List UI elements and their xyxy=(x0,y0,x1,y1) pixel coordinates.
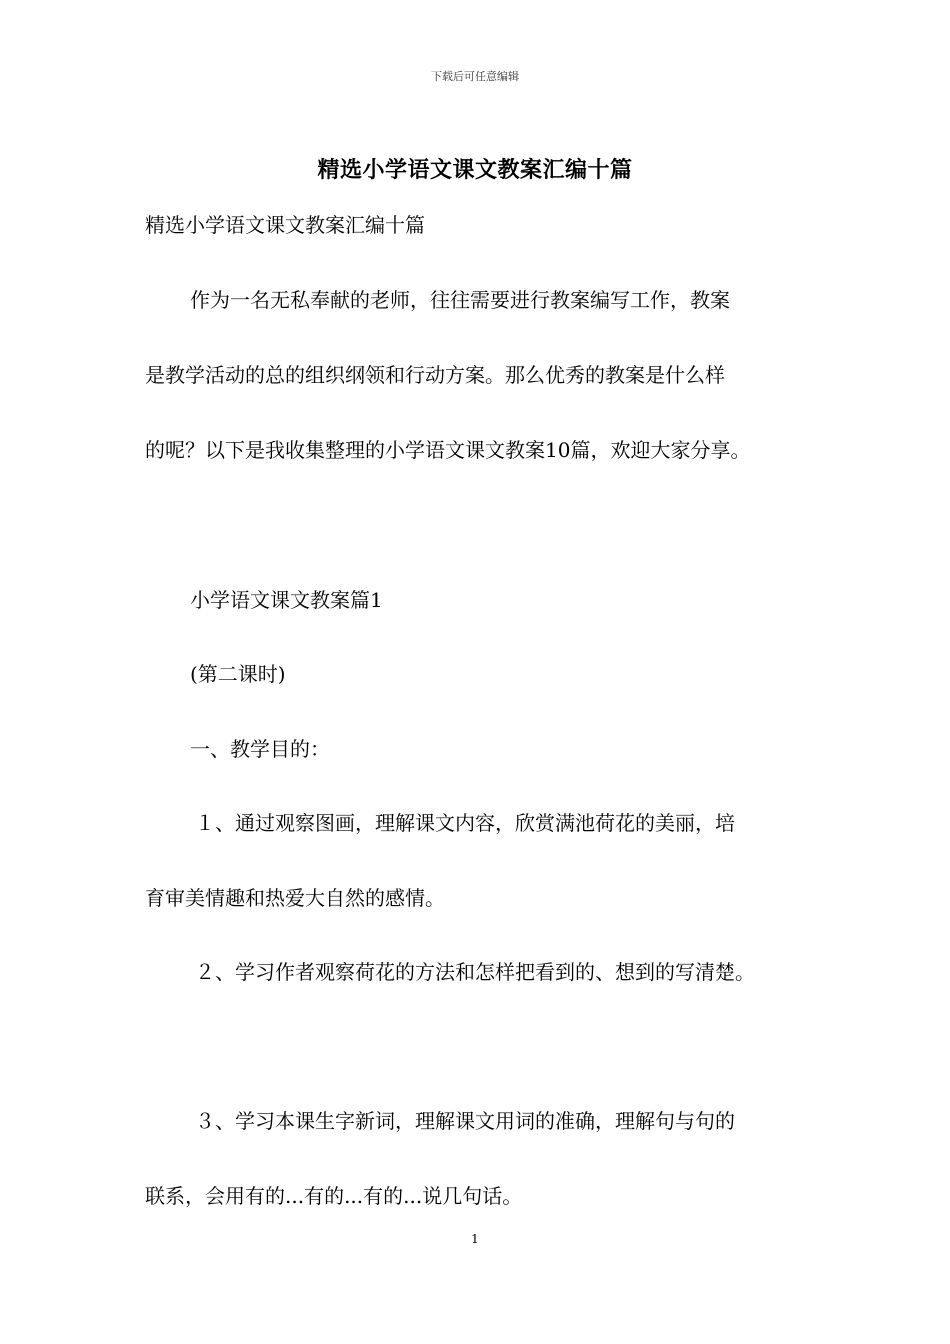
intro-line-2: 是教学活动的总的组织纲领和行动方案。那么优秀的教案是什么样 xyxy=(145,363,725,387)
document-title: 精选小学语文课文教案汇编十篇 xyxy=(317,157,633,183)
intro-line-3: 的呢？以下是我收集整理的小学语文课文教案10篇，欢迎大家分享。 xyxy=(145,438,751,462)
objective-1-line-2: 育审美情趣和热爱大自然的感情。 xyxy=(145,886,445,910)
lesson-time: (第二课时) xyxy=(190,662,286,686)
objective-3-line-1: ３、学习本课生字新词，理解课文用词的准确，理解句与句的 xyxy=(195,1109,735,1133)
section-heading: 小学语文课文教案篇1 xyxy=(190,588,383,612)
objectives-heading: 一、教学目的： xyxy=(190,737,330,761)
objective-2: ２、学习作者观察荷花的方法和怎样把看到的、想到的写清楚。 xyxy=(195,960,755,984)
page-number: 1 xyxy=(471,1232,479,1246)
objective-1-line-1: １、通过观察图画，理解课文内容，欣赏满池荷花的美丽，培 xyxy=(195,811,735,835)
objective-3-line-2: 联系，会用有的...有的...有的...说几句话。 xyxy=(145,1184,523,1208)
intro-line-1: 作为一名无私奉献的老师，往往需要进行教案编写工作，教案 xyxy=(190,288,730,312)
document-subtitle: 精选小学语文课文教案汇编十篇 xyxy=(145,213,425,237)
header-note: 下载后可任意编辑 xyxy=(431,70,519,83)
